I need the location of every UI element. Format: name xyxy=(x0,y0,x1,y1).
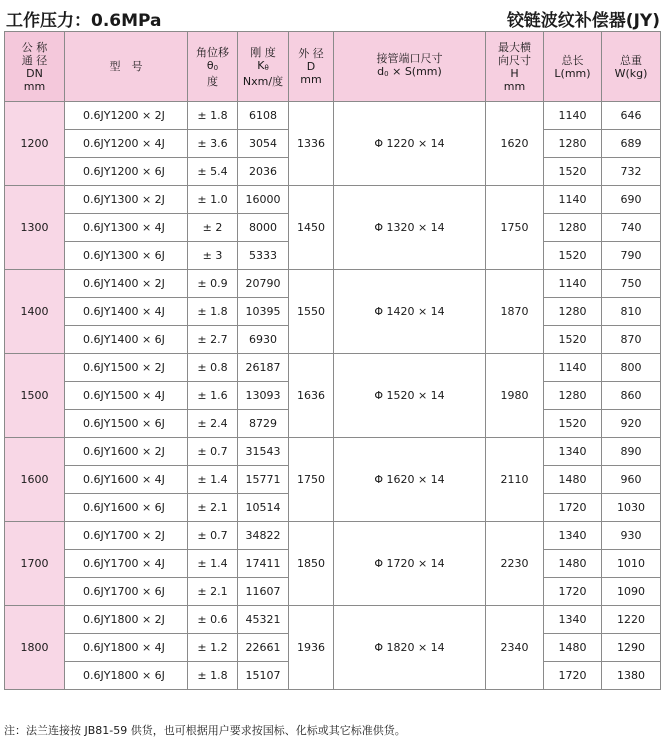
table-body xyxy=(5,102,661,690)
model-cell: 0.6JY1400 × 4J xyxy=(65,298,188,326)
table-row xyxy=(5,354,661,382)
weight-cell: 689 xyxy=(602,130,661,158)
outer-diameter-cell: 1750 xyxy=(289,438,334,522)
angle-cell: ± 5.4 xyxy=(188,158,238,186)
length-cell: 1340 xyxy=(544,606,602,634)
angle-cell: ± 3.6 xyxy=(188,130,238,158)
weight-cell: 790 xyxy=(602,242,661,270)
weight-cell: 930 xyxy=(602,522,661,550)
weight-cell: 1010 xyxy=(602,550,661,578)
model-cell: 0.6JY1200 × 4J xyxy=(65,130,188,158)
weight-cell: 890 xyxy=(602,438,661,466)
angle-cell: ± 1.6 xyxy=(188,382,238,410)
length-cell: 1280 xyxy=(544,130,602,158)
table-row xyxy=(5,522,661,550)
outer-diameter-cell: 1550 xyxy=(289,270,334,354)
model-cell: 0.6JY1800 × 2J xyxy=(65,606,188,634)
nominal-diameter-cell: 1800 xyxy=(5,606,65,690)
length-cell: 1280 xyxy=(544,214,602,242)
table-row xyxy=(5,270,661,298)
angle-cell: ± 2 xyxy=(188,214,238,242)
weight-cell: 1220 xyxy=(602,606,661,634)
max-width-cell: 1620 xyxy=(486,102,544,186)
model-cell: 0.6JY1300 × 6J xyxy=(65,242,188,270)
weight-cell: 960 xyxy=(602,466,661,494)
angle-cell: ± 0.7 xyxy=(188,522,238,550)
header-angle: 角位移 θ0 度 xyxy=(188,32,238,102)
length-cell: 1140 xyxy=(544,270,602,298)
angle-cell: ± 1.0 xyxy=(188,186,238,214)
nominal-diameter-cell: 1300 xyxy=(5,186,65,270)
outer-diameter-cell: 1336 xyxy=(289,102,334,186)
angle-cell: ± 2.1 xyxy=(188,578,238,606)
model-cell: 0.6JY1600 × 6J xyxy=(65,494,188,522)
header-row xyxy=(5,32,661,102)
length-cell: 1140 xyxy=(544,354,602,382)
weight-cell: 646 xyxy=(602,102,661,130)
working-pressure-title: 工作压力：0.6MPa xyxy=(6,11,162,31)
stiffness-cell: 31543 xyxy=(238,438,289,466)
model-cell: 0.6JY1600 × 4J xyxy=(65,466,188,494)
model-cell: 0.6JY1500 × 4J xyxy=(65,382,188,410)
header-model: 型 号 xyxy=(65,32,188,102)
model-cell: 0.6JY1700 × 6J xyxy=(65,578,188,606)
length-cell: 1480 xyxy=(544,550,602,578)
title-bar xyxy=(4,4,660,30)
stiffness-cell: 13093 xyxy=(238,382,289,410)
weight-cell: 920 xyxy=(602,410,661,438)
max-width-cell: 2110 xyxy=(486,438,544,522)
weight-cell: 860 xyxy=(602,382,661,410)
weight-cell: 1090 xyxy=(602,578,661,606)
stiffness-cell: 10395 xyxy=(238,298,289,326)
stiffness-cell: 2036 xyxy=(238,158,289,186)
stiffness-cell: 34822 xyxy=(238,522,289,550)
table-row xyxy=(5,102,661,130)
model-cell: 0.6JY1300 × 2J xyxy=(65,186,188,214)
nominal-diameter-cell: 1700 xyxy=(5,522,65,606)
length-cell: 1340 xyxy=(544,522,602,550)
angle-cell: ± 2.4 xyxy=(188,410,238,438)
pipe-size-cell: Φ 1320 × 14 xyxy=(334,186,486,270)
stiffness-cell: 15771 xyxy=(238,466,289,494)
pipe-size-cell: Φ 1220 × 14 xyxy=(334,102,486,186)
nominal-diameter-cell: 1400 xyxy=(5,270,65,354)
weight-cell: 740 xyxy=(602,214,661,242)
outer-diameter-cell: 1936 xyxy=(289,606,334,690)
nominal-diameter-cell: 1600 xyxy=(5,438,65,522)
product-title: 铰链波纹补偿器(JY) xyxy=(506,11,660,31)
model-cell: 0.6JY1200 × 2J xyxy=(65,102,188,130)
stiffness-cell: 15107 xyxy=(238,662,289,690)
weight-cell: 732 xyxy=(602,158,661,186)
header-stiffness: 刚 度 Kθ Nxm/度 xyxy=(238,32,289,102)
spec-table xyxy=(4,31,661,690)
stiffness-cell: 11607 xyxy=(238,578,289,606)
weight-cell: 1030 xyxy=(602,494,661,522)
model-cell: 0.6JY1600 × 2J xyxy=(65,438,188,466)
model-cell: 0.6JY1400 × 2J xyxy=(65,270,188,298)
stiffness-cell: 16000 xyxy=(238,186,289,214)
weight-cell: 1380 xyxy=(602,662,661,690)
angle-cell: ± 1.8 xyxy=(188,298,238,326)
stiffness-cell: 8000 xyxy=(238,214,289,242)
weight-cell: 810 xyxy=(602,298,661,326)
model-cell: 0.6JY1200 × 6J xyxy=(65,158,188,186)
stiffness-cell: 3054 xyxy=(238,130,289,158)
header-length: 总长 L(mm) xyxy=(544,32,602,102)
header-dn: 公 称 通 径 DN mm xyxy=(5,32,65,102)
pipe-size-cell: Φ 1620 × 14 xyxy=(334,438,486,522)
header-max-width: 最大横 向尺寸 H mm xyxy=(486,32,544,102)
stiffness-cell: 8729 xyxy=(238,410,289,438)
footnote: 注：法兰连接按 JB81-59 供货，也可根据用户要求按国标、化标或其它标准供货。 xyxy=(4,724,406,737)
model-cell: 0.6JY1400 × 6J xyxy=(65,326,188,354)
stiffness-cell: 6930 xyxy=(238,326,289,354)
angle-cell: ± 1.4 xyxy=(188,550,238,578)
table-row xyxy=(5,606,661,634)
nominal-diameter-cell: 1200 xyxy=(5,102,65,186)
angle-cell: ± 1.4 xyxy=(188,466,238,494)
weight-cell: 750 xyxy=(602,270,661,298)
header-weight: 总重 W(kg) xyxy=(602,32,661,102)
length-cell: 1720 xyxy=(544,494,602,522)
length-cell: 1480 xyxy=(544,466,602,494)
max-width-cell: 2340 xyxy=(486,606,544,690)
length-cell: 1280 xyxy=(544,382,602,410)
length-cell: 1280 xyxy=(544,298,602,326)
angle-cell: ± 0.9 xyxy=(188,270,238,298)
table-row xyxy=(5,186,661,214)
max-width-cell: 2230 xyxy=(486,522,544,606)
angle-cell: ± 1.8 xyxy=(188,102,238,130)
stiffness-cell: 22661 xyxy=(238,634,289,662)
angle-cell: ± 1.2 xyxy=(188,634,238,662)
length-cell: 1520 xyxy=(544,242,602,270)
model-cell: 0.6JY1800 × 6J xyxy=(65,662,188,690)
weight-cell: 690 xyxy=(602,186,661,214)
pipe-size-cell: Φ 1520 × 14 xyxy=(334,354,486,438)
length-cell: 1720 xyxy=(544,662,602,690)
pipe-size-cell: Φ 1720 × 14 xyxy=(334,522,486,606)
stiffness-cell: 17411 xyxy=(238,550,289,578)
pipe-size-cell: Φ 1420 × 14 xyxy=(334,270,486,354)
length-cell: 1140 xyxy=(544,102,602,130)
nominal-diameter-cell: 1500 xyxy=(5,354,65,438)
angle-cell: ± 3 xyxy=(188,242,238,270)
length-cell: 1140 xyxy=(544,186,602,214)
length-cell: 1480 xyxy=(544,634,602,662)
model-cell: 0.6JY1800 × 4J xyxy=(65,634,188,662)
max-width-cell: 1980 xyxy=(486,354,544,438)
outer-diameter-cell: 1450 xyxy=(289,186,334,270)
angle-cell: ± 2.1 xyxy=(188,494,238,522)
stiffness-cell: 26187 xyxy=(238,354,289,382)
header-pipe-size: 接管端口尺寸 d0 × S(mm) xyxy=(334,32,486,102)
outer-diameter-cell: 1636 xyxy=(289,354,334,438)
length-cell: 1520 xyxy=(544,158,602,186)
max-width-cell: 1750 xyxy=(486,186,544,270)
angle-cell: ± 0.6 xyxy=(188,606,238,634)
weight-cell: 800 xyxy=(602,354,661,382)
length-cell: 1520 xyxy=(544,326,602,354)
length-cell: 1520 xyxy=(544,410,602,438)
outer-diameter-cell: 1850 xyxy=(289,522,334,606)
table-row xyxy=(5,438,661,466)
model-cell: 0.6JY1500 × 2J xyxy=(65,354,188,382)
weight-cell: 870 xyxy=(602,326,661,354)
angle-cell: ± 0.7 xyxy=(188,438,238,466)
stiffness-cell: 5333 xyxy=(238,242,289,270)
model-cell: 0.6JY1700 × 2J xyxy=(65,522,188,550)
stiffness-cell: 6108 xyxy=(238,102,289,130)
angle-cell: ± 0.8 xyxy=(188,354,238,382)
pipe-size-cell: Φ 1820 × 14 xyxy=(334,606,486,690)
length-cell: 1720 xyxy=(544,578,602,606)
stiffness-cell: 10514 xyxy=(238,494,289,522)
angle-cell: ± 1.8 xyxy=(188,662,238,690)
length-cell: 1340 xyxy=(544,438,602,466)
max-width-cell: 1870 xyxy=(486,270,544,354)
model-cell: 0.6JY1700 × 4J xyxy=(65,550,188,578)
model-cell: 0.6JY1300 × 4J xyxy=(65,214,188,242)
stiffness-cell: 20790 xyxy=(238,270,289,298)
stiffness-cell: 45321 xyxy=(238,606,289,634)
weight-cell: 1290 xyxy=(602,634,661,662)
header-outer-diameter: 外 径 D mm xyxy=(289,32,334,102)
angle-cell: ± 2.7 xyxy=(188,326,238,354)
model-cell: 0.6JY1500 × 6J xyxy=(65,410,188,438)
